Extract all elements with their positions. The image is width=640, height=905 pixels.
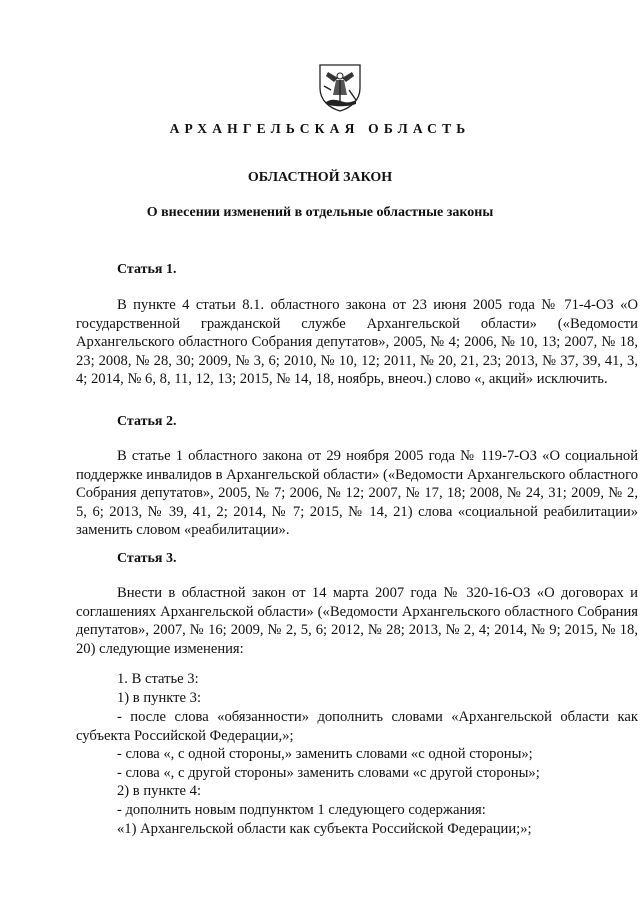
list-item: 1. В статье 3: — [117, 671, 199, 687]
list-item: «1) Архангельской области как субъекта Российской Федерации;»; — [117, 821, 532, 837]
article-1-text: В пункте 4 статьи 8.1. областного закона от 23 июня 2005 года № 71-4-ОЗ «О государственной гражданской службе Архангельской области» («Ведомости Архангельского областного Собрания депутатов», 2005, № 4; 2006, № 10, 13; 2007, № 18, 23; 2008, № 28, 30; 2009, № 3, 6; 2010, № 10, 12; 2011, № 20, 21, 23; 2013, № 37, 39, 41, 3, 4; 2014, № 6, 8, 11, 12, 13; 2015, № 14, 18, ноябрь, внеоч.) слово «, акций» исключить. — [76, 297, 638, 388]
coat-of-arms-icon — [314, 62, 366, 112]
document-type: ОБЛАСТНОЙ ЗАКОН — [247, 170, 393, 185]
list-item: 1) в пункте 3: — [117, 690, 202, 706]
list-item: - дополнить новым подпунктом 1 следующего содержания: — [117, 802, 486, 818]
article-2-text: В статье 1 областного закона от 29 ноября 2005 года № 119-7-ОЗ «О социальной поддержке инвалидов в Архангельской области» («Ведомости Архангельского областного Собрания депутатов», 2005, № 7; 2006, № 12; 2007, № 17, 18; 2008, № 24, 31; 2009, № 2, 5, 6; 2013, № 39, 41, 2; 2014, № 7; 2015, № 14, 21) слова «социальной реабилитации» заменить словом «реабилитации». — [76, 448, 638, 539]
region-name: АРХАНГЕЛЬСКАЯ ОБЛАСТЬ — [169, 121, 471, 136]
list-item: - слова «, с одной стороны,» заменить словами «с одной стороны»; — [117, 746, 533, 762]
article-3-text: Внести в областной закон от 14 марта 2007 года № 320-16-ОЗ «О договорах и соглашениях Архангельской области» («Ведомости Архангельского областного Собрания депутатов», 2007, № 16; 2009, № 2, 5, 6; 2012, № 28; 2013, № 2, 4; 2014, № 9; 2015, № 18, 20) следующие изменения: — [76, 585, 638, 657]
article-2-heading: Статья 2. — [117, 414, 177, 429]
article-1-heading: Статья 1. — [117, 262, 177, 277]
list-item: - после слова «обязанности» дополнить словами «Архангельской области как субъекта Российской Федерации,»; — [76, 709, 638, 744]
list-item: 2) в пункте 4: — [117, 783, 202, 799]
article-3-heading: Статья 3. — [117, 551, 177, 566]
list-item: - слова «, с другой стороны» заменить словами «с другой стороны»; — [117, 765, 540, 781]
document-title: О внесении изменений в отдельные областные законы — [146, 205, 494, 220]
